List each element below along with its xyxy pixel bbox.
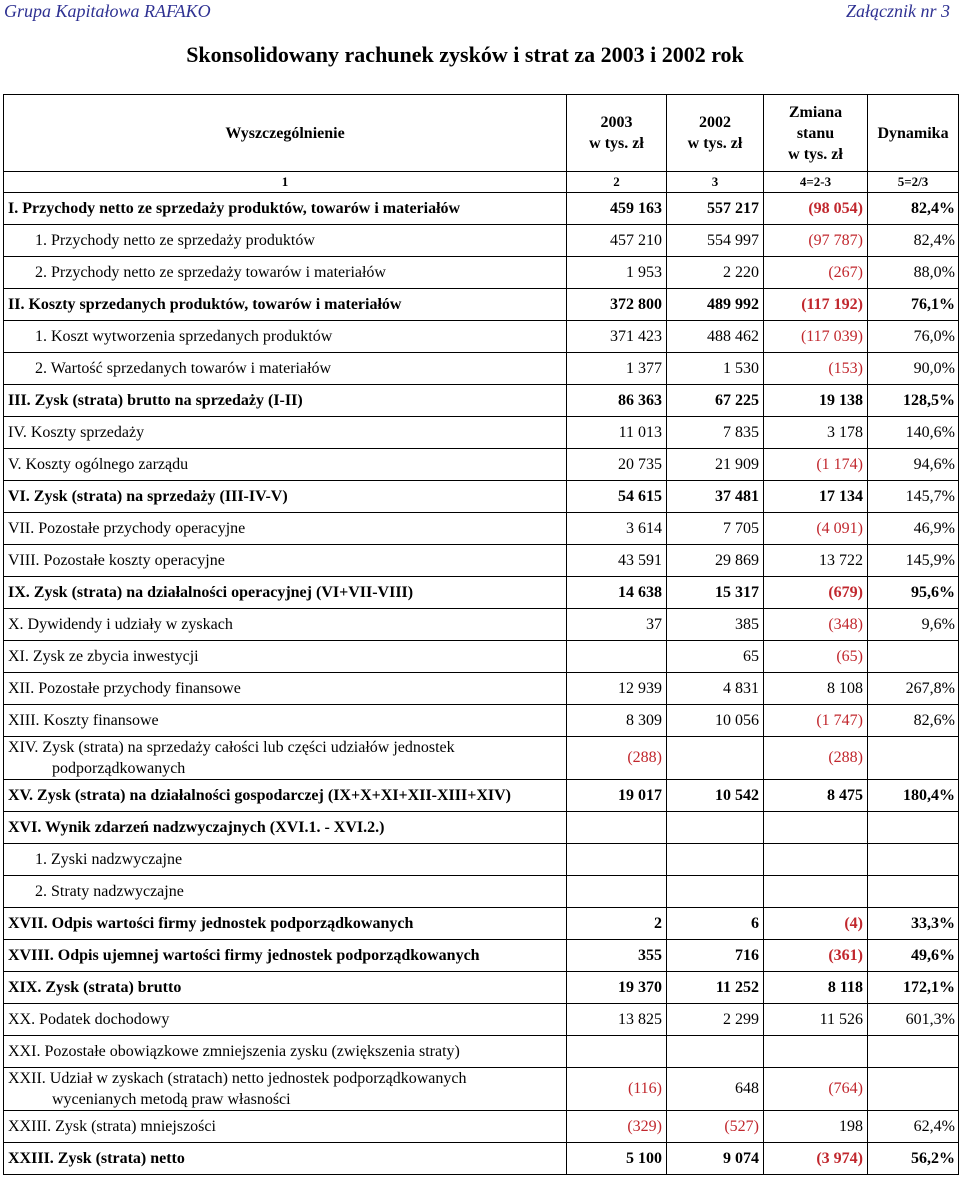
table-row — [4, 737, 959, 780]
value-dynamics: 128,5% — [868, 385, 959, 417]
row-label: XI. Zysk ze zbycia inwestycji — [4, 641, 567, 673]
value-dynamics — [868, 1068, 959, 1111]
value-change: (4 091) — [764, 513, 868, 545]
value-dynamics: 82,4% — [868, 225, 959, 257]
header-description: Wyszczególnienie — [4, 95, 567, 172]
value-change: (117 039) — [764, 321, 868, 353]
value-2002: 7 835 — [667, 417, 764, 449]
value-change: (1 747) — [764, 705, 868, 737]
value-dynamics: 88,0% — [868, 257, 959, 289]
row-label: VII. Pozostałe przychody operacyjne — [4, 513, 567, 545]
header-change-line1: Zmiana — [788, 103, 843, 121]
value-2002: 11 252 — [667, 972, 764, 1004]
row-label: VI. Zysk (strata) na sprzedaży (III-IV-V) — [4, 481, 567, 513]
value-dynamics: 172,1% — [868, 972, 959, 1004]
header-change — [764, 95, 868, 172]
attachment-label: Załącznik nr 3 — [845, 1, 950, 21]
value-dynamics: 601,3% — [868, 1004, 959, 1036]
row-label: V. Koszty ogólnego zarządu — [4, 449, 567, 481]
value-change: (348) — [764, 609, 868, 641]
table-row — [4, 289, 959, 321]
value-2003 — [567, 812, 667, 844]
value-2002: 7 705 — [667, 513, 764, 545]
value-2002 — [667, 844, 764, 876]
value-2002: 29 869 — [667, 545, 764, 577]
value-change: 17 134 — [764, 481, 868, 513]
value-2002: 9 074 — [667, 1143, 764, 1175]
value-dynamics — [868, 876, 959, 908]
column-header-row — [4, 95, 959, 172]
table-row — [4, 940, 959, 972]
value-2003 — [567, 844, 667, 876]
table-row — [4, 577, 959, 609]
value-2003: 86 363 — [567, 385, 667, 417]
header-change-line3: w tys. zł — [788, 145, 843, 163]
value-dynamics — [868, 641, 959, 673]
value-2003: (116) — [567, 1068, 667, 1111]
value-2002: 10 056 — [667, 705, 764, 737]
table-row — [4, 780, 959, 812]
value-2002: 37 481 — [667, 481, 764, 513]
row-label-line1: XXII. Udział w zyskach (stratach) netto jednostek podporządkowanych — [8, 1070, 467, 1087]
value-change — [764, 844, 868, 876]
value-dynamics: 56,2% — [868, 1143, 959, 1175]
value-2002: 65 — [667, 641, 764, 673]
value-2003: (288) — [567, 737, 667, 780]
value-change — [764, 876, 868, 908]
row-label — [4, 1068, 567, 1111]
value-2003: 11 013 — [567, 417, 667, 449]
value-2003: 43 591 — [567, 545, 667, 577]
row-label: XV. Zysk (strata) na działalności gospodarczej (IX+X+XI+XII-XIII+XIV) — [4, 780, 567, 812]
value-dynamics: 9,6% — [868, 609, 959, 641]
table-row — [4, 193, 959, 225]
value-2002 — [667, 876, 764, 908]
value-2003: 371 423 — [567, 321, 667, 353]
table-row — [4, 876, 959, 908]
column-number: 2 — [567, 172, 667, 193]
value-change: (98 054) — [764, 193, 868, 225]
value-dynamics: 82,4% — [868, 193, 959, 225]
value-2002: 557 217 — [667, 193, 764, 225]
value-change: 198 — [764, 1111, 868, 1143]
table-row — [4, 641, 959, 673]
column-number: 5=2/3 — [868, 172, 959, 193]
header-2002-unit: w tys. zł — [687, 135, 743, 152]
value-2003: 372 800 — [567, 289, 667, 321]
row-label: XVII. Odpis wartości firmy jednostek podporządkowanych — [4, 908, 567, 940]
table-row — [4, 705, 959, 737]
value-2002: 67 225 — [667, 385, 764, 417]
value-2002: 2 299 — [667, 1004, 764, 1036]
row-label: IV. Koszty sprzedaży — [4, 417, 567, 449]
column-number: 3 — [667, 172, 764, 193]
value-change: (764) — [764, 1068, 868, 1111]
value-dynamics — [868, 1036, 959, 1068]
value-dynamics: 94,6% — [868, 449, 959, 481]
row-label: 1. Przychody netto ze sprzedaży produktów — [4, 225, 567, 257]
value-dynamics: 90,0% — [868, 353, 959, 385]
value-2002: 4 831 — [667, 673, 764, 705]
value-dynamics: 145,9% — [868, 545, 959, 577]
table-row — [4, 385, 959, 417]
page-title: Skonsolidowany rachunek zysków i strat za 2003 i 2002 rok — [186, 42, 744, 67]
row-label: X. Dywidendy i udziały w zyskach — [4, 609, 567, 641]
table-row — [4, 972, 959, 1004]
row-label: 2. Przychody netto ze sprzedaży towarów i materiałów — [4, 257, 567, 289]
value-2003: 37 — [567, 609, 667, 641]
table-row — [4, 1036, 959, 1068]
table-row — [4, 545, 959, 577]
value-2003: 355 — [567, 940, 667, 972]
value-2003: 14 638 — [567, 577, 667, 609]
value-change: (117 192) — [764, 289, 868, 321]
column-number: 1 — [4, 172, 567, 193]
value-change: (3 974) — [764, 1143, 868, 1175]
table-row — [4, 908, 959, 940]
row-label: XVI. Wynik zdarzeń nadzwyczajnych (XVI.1. - XVI.2.) — [4, 812, 567, 844]
table-body — [4, 193, 959, 1175]
column-number-row — [4, 172, 959, 193]
row-label: XIII. Koszty finansowe — [4, 705, 567, 737]
row-label: XXIII. Zysk (strata) mniejszości — [4, 1111, 567, 1143]
value-change: (4) — [764, 908, 868, 940]
value-dynamics — [868, 812, 959, 844]
value-2003: (329) — [567, 1111, 667, 1143]
value-2002 — [667, 812, 764, 844]
row-label-line1: XIV. Zysk (strata) na sprzedaży całości lub części udziałów jednostek — [8, 739, 455, 756]
header-2003-year: 2003 — [600, 114, 633, 131]
value-change: (97 787) — [764, 225, 868, 257]
value-2003: 8 309 — [567, 705, 667, 737]
value-2003 — [567, 1036, 667, 1068]
value-change: 8 108 — [764, 673, 868, 705]
value-change: 19 138 — [764, 385, 868, 417]
value-change: (1 174) — [764, 449, 868, 481]
table-row — [4, 1111, 959, 1143]
column-number: 4=2-3 — [764, 172, 868, 193]
value-change: 8 118 — [764, 972, 868, 1004]
header-2002-year: 2002 — [699, 114, 731, 131]
value-dynamics: 76,1% — [868, 289, 959, 321]
header-2002 — [667, 95, 764, 172]
header-dynamics: Dynamika — [868, 95, 959, 172]
table-row — [4, 225, 959, 257]
table-row — [4, 417, 959, 449]
value-dynamics: 267,8% — [868, 673, 959, 705]
table-row — [4, 353, 959, 385]
income-statement-table — [3, 94, 959, 1175]
value-2002 — [667, 1036, 764, 1068]
value-dynamics — [868, 844, 959, 876]
table-row — [4, 1068, 959, 1111]
table-row — [4, 673, 959, 705]
value-change: (65) — [764, 641, 868, 673]
value-change: (361) — [764, 940, 868, 972]
table-row — [4, 1004, 959, 1036]
header-2003 — [567, 95, 667, 172]
table-row — [4, 481, 959, 513]
value-2002: (527) — [667, 1111, 764, 1143]
value-2003: 19 370 — [567, 972, 667, 1004]
value-2003: 5 100 — [567, 1143, 667, 1175]
table-row — [4, 609, 959, 641]
value-2003: 54 615 — [567, 481, 667, 513]
row-label: 1. Koszt wytworzenia sprzedanych produktów — [4, 321, 567, 353]
value-2002: 489 992 — [667, 289, 764, 321]
value-dynamics: 49,6% — [868, 940, 959, 972]
value-2003: 12 939 — [567, 673, 667, 705]
document-header — [0, 0, 960, 26]
table-row — [4, 321, 959, 353]
value-2003: 13 825 — [567, 1004, 667, 1036]
value-2002: 10 542 — [667, 780, 764, 812]
row-label: XIX. Zysk (strata) brutto — [4, 972, 567, 1004]
value-dynamics: 180,4% — [868, 780, 959, 812]
table-row — [4, 844, 959, 876]
value-2003: 457 210 — [567, 225, 667, 257]
header-change-line2: stanu — [796, 124, 835, 142]
value-change — [764, 1036, 868, 1068]
value-change: 8 475 — [764, 780, 868, 812]
table-row — [4, 1143, 959, 1175]
value-2003: 19 017 — [567, 780, 667, 812]
table-row — [4, 812, 959, 844]
value-change: (153) — [764, 353, 868, 385]
row-label: 2. Wartość sprzedanych towarów i materiałów — [4, 353, 567, 385]
value-2002: 648 — [667, 1068, 764, 1111]
row-label-line2: podporządkowanych — [52, 760, 186, 777]
value-2002: 21 909 — [667, 449, 764, 481]
value-dynamics: 145,7% — [868, 481, 959, 513]
value-2003: 3 614 — [567, 513, 667, 545]
value-2003: 2 — [567, 908, 667, 940]
value-2003: 1 953 — [567, 257, 667, 289]
value-2002: 15 317 — [667, 577, 764, 609]
value-change: 3 178 — [764, 417, 868, 449]
table-row — [4, 513, 959, 545]
row-label: IX. Zysk (strata) na działalności operacyjnej (VI+VII-VIII) — [4, 577, 567, 609]
row-label: I. Przychody netto ze sprzedaży produktów, towarów i materiałów — [4, 193, 567, 225]
value-change: (679) — [764, 577, 868, 609]
row-label: XII. Pozostałe przychody finansowe — [4, 673, 567, 705]
value-2003: 459 163 — [567, 193, 667, 225]
row-label: XX. Podatek dochodowy — [4, 1004, 567, 1036]
value-2002: 6 — [667, 908, 764, 940]
value-dynamics — [868, 737, 959, 780]
value-2002 — [667, 737, 764, 780]
row-label: II. Koszty sprzedanych produktów, towarów i materiałów — [4, 289, 567, 321]
table-row — [4, 257, 959, 289]
table-row — [4, 449, 959, 481]
row-label: 1. Zyski nadzwyczajne — [4, 844, 567, 876]
value-change — [764, 812, 868, 844]
value-2003 — [567, 876, 667, 908]
row-label: III. Zysk (strata) brutto na sprzedaży (I-II) — [4, 385, 567, 417]
value-2002: 1 530 — [667, 353, 764, 385]
value-2003: 1 377 — [567, 353, 667, 385]
value-2003 — [567, 641, 667, 673]
value-2002: 385 — [667, 609, 764, 641]
value-change: 11 526 — [764, 1004, 868, 1036]
row-label — [4, 737, 567, 780]
row-label: XVIII. Odpis ujemnej wartości firmy jednostek podporządkowanych — [4, 940, 567, 972]
value-2002: 488 462 — [667, 321, 764, 353]
value-change: (267) — [764, 257, 868, 289]
row-label: XXIII. Zysk (strata) netto — [4, 1143, 567, 1175]
value-dynamics: 82,6% — [868, 705, 959, 737]
value-2002: 554 997 — [667, 225, 764, 257]
row-label: 2. Straty nadzwyczajne — [4, 876, 567, 908]
value-change: (288) — [764, 737, 868, 780]
value-dynamics: 76,0% — [868, 321, 959, 353]
value-2002: 716 — [667, 940, 764, 972]
value-dynamics: 46,9% — [868, 513, 959, 545]
row-label: VIII. Pozostałe koszty operacyjne — [4, 545, 567, 577]
value-dynamics: 95,6% — [868, 577, 959, 609]
value-2003: 20 735 — [567, 449, 667, 481]
row-label: XXI. Pozostałe obowiązkowe zmniejszenia zysku (zwiększenia straty) — [4, 1036, 567, 1068]
header-2003-unit: w tys. zł — [589, 135, 644, 152]
row-label-line2: wycenianych metodą praw własności — [52, 1091, 291, 1108]
company-name: Grupa Kapitałowa RAFAKO — [4, 1, 211, 21]
value-dynamics: 140,6% — [868, 417, 959, 449]
value-2002: 2 220 — [667, 257, 764, 289]
value-dynamics: 33,3% — [868, 908, 959, 940]
value-change: 13 722 — [764, 545, 868, 577]
value-dynamics: 62,4% — [868, 1111, 959, 1143]
